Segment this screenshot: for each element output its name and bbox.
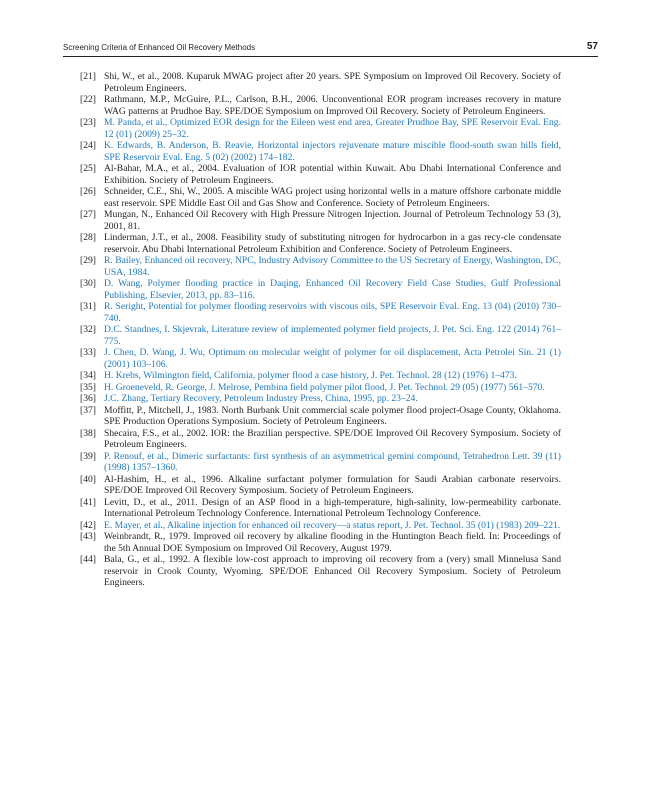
- header-rule: [63, 56, 598, 57]
- reference-item: [80, 186, 561, 209]
- reference-number: [43]: [80, 531, 96, 542]
- reference-item[interactable]: [80, 301, 561, 324]
- reference-link-text[interactable]: H. Krebs, Wilmington field, California, polymer flood a case history, J. Pet. Technol. 28 (12) (1976) 1–473.: [104, 370, 517, 381]
- reference-item[interactable]: [80, 140, 561, 163]
- reference-number: [37]: [80, 404, 96, 416]
- reference-text: Bala, G., et al., 1992. A flexible low-cost approach to improving oil recovery from a (very) small Minnelusa Sand reservoir in Crook County, Wyoming. SPE/DOE Enhanced Oil Recovery Symposium. Society of Petroleum Engineers.: [104, 554, 561, 588]
- reference-link-text[interactable]: K. Edwards, B. Anderson, B. Reavie, Horizontal injectors rejuvenate mature miscible flood-south swan hills field, SPE Reservoir Eval. Eng. 5 (02) (2002) 174–182.: [104, 140, 561, 163]
- reference-link-text[interactable]: H. Groeneveld, R. George, J. Melrose, Pembina field polymer pilot flood, J. Pet. Technol. 29 (05) (1977) 561–570.: [104, 381, 545, 393]
- reference-link-text[interactable]: D.C. Standnes, I. Skjevrak, Literature review of implemented polymer field projects, J. Pet. Sci. Eng. 122 (2014) 761–775.: [104, 324, 561, 347]
- reference-item: [80, 232, 561, 255]
- page-number: 57: [586, 41, 598, 52]
- reference-item: [80, 405, 561, 428]
- reference-list: [80, 71, 561, 589]
- reference-item[interactable]: [80, 393, 561, 405]
- reference-number: [23]: [80, 117, 96, 128]
- reference-item: [80, 163, 561, 186]
- reference-link-text[interactable]: R. Bailey, Enhanced oil recovery, NPC, Industry Advisory Committee to the US Secretary of Energy, Washington, DC, USA, 1984.: [104, 255, 561, 278]
- reference-item[interactable]: [80, 382, 561, 394]
- reference-item: [80, 94, 561, 117]
- reference-item: [80, 531, 561, 554]
- reference-number: [33]: [80, 347, 96, 358]
- reference-text: Weinbrandt, R., 1979. Improved oil recovery by alkaline flooding in the Huntington Beach field. In: Proceedings of the 5th Annual DOE Symposium on Improved Oil Recovery, August 1979.: [104, 531, 561, 554]
- reference-number: [36]: [80, 393, 96, 404]
- reference-number: [29]: [80, 255, 96, 266]
- reference-text: Levitt, D., et al., 2011. Design of an ASP flood in a high-temperature, high-salinity, low-permeability carbonate. International Petroleum Technology Conference. International Petroleum Technology Conference.: [104, 496, 561, 519]
- reference-item: [80, 497, 561, 520]
- reference-item[interactable]: [80, 520, 561, 532]
- reference-link-text[interactable]: M. Panda, et al., Optimized EOR design for the Eileen west end area, Greater Prudhoe Bay, SPE Reservoir Eval. Eng. 12 (01) (2009) 25–32.: [104, 117, 561, 140]
- reference-item: [80, 474, 561, 497]
- reference-item[interactable]: [80, 278, 561, 301]
- reference-link-text[interactable]: J.C. Zhang, Tertiary Recovery, Petroleum Industry Press, China, 1995, pp. 23–24.: [104, 393, 418, 404]
- reference-item: [80, 209, 561, 232]
- reference-item[interactable]: [80, 347, 561, 370]
- reference-text: Schneider, C.E., Shi, W., 2005. A miscible WAG project using horizontal wells in a mature offshore carbonate middle east reservoir. SPE Middle East Oil and Gas Show and Conference. Society of Petroleum Engineers.: [104, 186, 561, 209]
- reference-number: [25]: [80, 163, 96, 174]
- reference-text: Shi, W., et al., 2008. Kuparuk MWAG project after 20 years. SPE Symposium on Improved Oil Recovery. Society of Petroleum Engineers.: [104, 71, 561, 94]
- reference-item[interactable]: [80, 451, 561, 474]
- reference-text: Al-Hashim, H., et al., 1996. Alkaline surfactant polymer formulation for Saudi Arabian carbonate reservoirs. SPE/DOE Improved Oil Recovery Symposium. Society of Petroleum Engineers.: [104, 473, 561, 496]
- reference-number: [34]: [80, 370, 96, 381]
- reference-text: Linderman, J.T., et al., 2008. Feasibility study of substituting nitrogen for hydrocarbon in a gas recy-cle condensate reservoir. Abu Dhabi International Petroleum Exhibition and Conference. Society of Petroleum Engineers.: [104, 232, 561, 255]
- reference-number: [27]: [80, 209, 96, 220]
- reference-item[interactable]: [80, 324, 561, 347]
- reference-item[interactable]: [80, 370, 561, 382]
- running-header: [63, 41, 598, 55]
- reference-item: [80, 71, 561, 94]
- reference-number: [38]: [80, 427, 96, 439]
- reference-number: [21]: [80, 71, 96, 82]
- reference-number: [40]: [80, 473, 96, 485]
- reference-link-text[interactable]: P. Renouf, et al., Dimeric surfactants: first synthesis of an asymmetrical gemini compound, Tetrahedron Lett. 39 (11) (1998) 1357–1360.: [104, 450, 561, 473]
- reference-text: Al-Bahar, M.A., et al., 2004. Evaluation of IOR potential within Kuwait. Abu Dhabi International Conference and Exhibition. Society of Petroleum Engineers.: [104, 163, 561, 186]
- reference-number: [24]: [80, 140, 96, 151]
- reference-item[interactable]: [80, 117, 561, 140]
- reference-number: [32]: [80, 324, 96, 335]
- reference-text: Mungan, N., Enhanced Oil Recovery with High Pressure Nitrogen Injection. Journal of Petroleum Technology 53 (3), 2001, 81.: [104, 209, 561, 232]
- reference-number: [42]: [80, 519, 96, 531]
- reference-text: Shecaira, F.S., et al., 2002. IOR: the Brazilian perspective. SPE/DOE Improved Oil Recovery Symposium. Society of Petroleum Engineers.: [104, 427, 561, 450]
- reference-number: [31]: [80, 301, 96, 312]
- reference-item: [80, 428, 561, 451]
- reference-link-text[interactable]: R. Seright, Potential for polymer flooding reservoirs with viscous oils, SPE Reservoir Eval. Eng. 13 (04) (2010) 730–740.: [104, 301, 561, 324]
- reference-number: [41]: [80, 496, 96, 508]
- reference-number: [44]: [80, 554, 96, 565]
- running-title: Screening Criteria of Enhanced Oil Recovery Methods: [63, 43, 256, 52]
- reference-number: [30]: [80, 278, 96, 289]
- reference-number: [22]: [80, 94, 96, 105]
- reference-link-text[interactable]: E. Mayer, et al., Alkaline injection for enhanced oil recovery—a status report, J. Pet. Technol. 35 (01) (1983) 209–221.: [104, 519, 561, 531]
- reference-item[interactable]: [80, 255, 561, 278]
- reference-text: Moffitt, P., Mitchell, J., 1983. North Burbank Unit commercial scale polymer flood project-Osage County, Oklahoma. SPE Production Operations Symposium. Society of Petroleum Engineers.: [104, 404, 561, 427]
- reference-number: [35]: [80, 381, 96, 393]
- reference-item: [80, 554, 561, 589]
- reference-number: [28]: [80, 232, 96, 243]
- reference-number: [39]: [80, 450, 96, 462]
- reference-number: [26]: [80, 186, 96, 197]
- reference-link-text[interactable]: J. Chen, D. Wang, J. Wu, Optimum on molecular weight of polymer for oil displacement, Acta Petrolei Sin. 21 (1) (2001) 103–106.: [104, 347, 561, 370]
- reference-text: Rathmann, M.P., McGuire, P.L., Carlson, B.H., 2006. Unconventional EOR program increases recovery in mature WAG patterns at Prudhoe Bay. SPE/DOE Symposium on Improved Oil Recovery. Society of Petroleum Engineers.: [104, 94, 561, 117]
- reference-link-text[interactable]: D. Wang, Polymer flooding practice in Daqing, Enhanced Oil Recovery Field Case Studies, Gulf Professional Publishing, Elsevier, 2013, pp. 83–116.: [104, 278, 561, 301]
